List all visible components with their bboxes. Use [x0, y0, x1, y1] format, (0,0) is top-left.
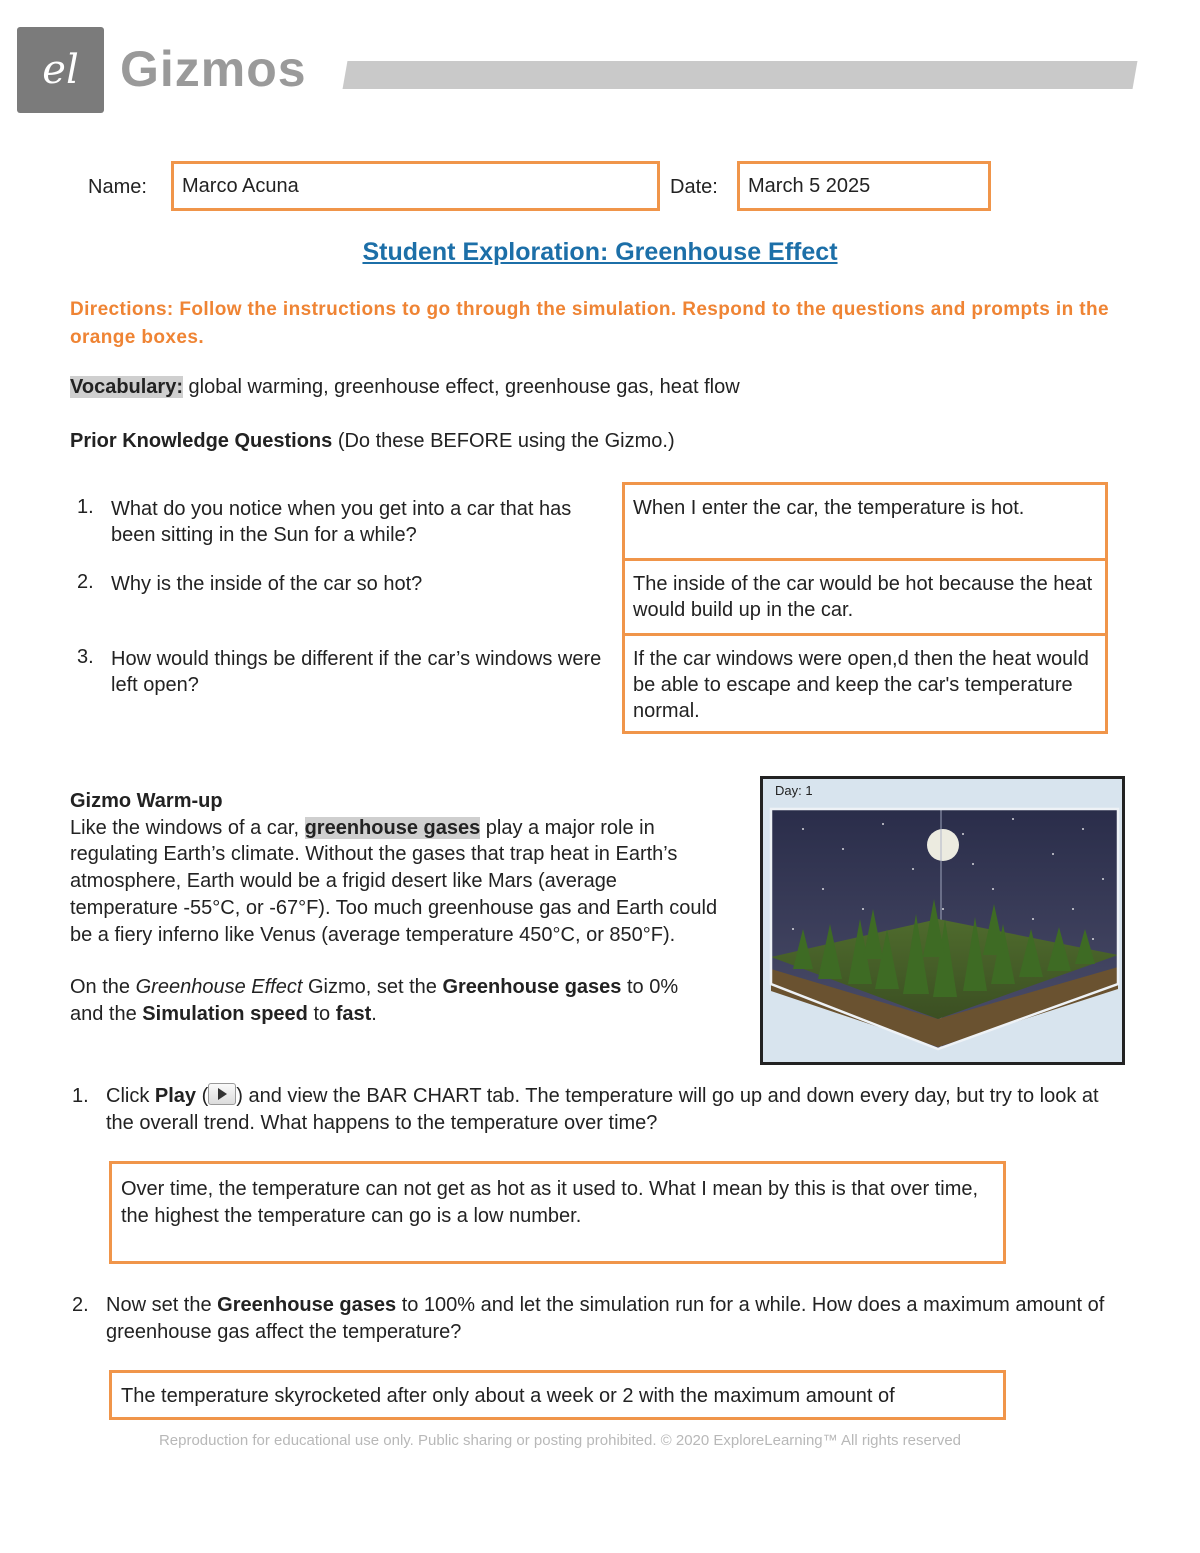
prior-answers-table	[622, 482, 1108, 734]
step-2-answer-box[interactable]: The temperature skyrocketed after only about a week or 2 with the maximum amount of	[109, 1370, 1006, 1420]
answer-box-2[interactable]: The inside of the car would be hot because the heat would build up in the car.	[633, 573, 1093, 621]
prior-knowledge-heading: Prior Knowledge Questions (Do these BEFORE using the Gizmo.)	[70, 430, 675, 452]
question-number: 3.	[77, 646, 94, 668]
name-label: Name:	[88, 176, 147, 198]
date-label: Date:	[670, 176, 718, 198]
vocabulary-terms: global warming, greenhouse effect, greenhouse gas, heat flow	[183, 376, 740, 398]
play-icon	[208, 1083, 236, 1105]
question-text: How would things be different if the car’s windows were left open?	[111, 648, 602, 696]
date-field[interactable]: March 5 2025	[737, 161, 991, 211]
highlight-greenhouse-gases: greenhouse gases	[304, 816, 481, 839]
gizmo-warmup	[70, 788, 720, 1028]
greenhouse-box-illustration	[763, 779, 1122, 1062]
answer-box-3[interactable]: If the car windows were open,d then the heat would be able to escape and keep the car's temperature normal.	[633, 648, 1089, 722]
question-text: Why is the inside of the car so hot?	[111, 573, 423, 595]
gizmos-brand: Gizmos	[120, 41, 307, 97]
vocabulary-label: Vocabulary:	[70, 376, 183, 398]
simulation-image	[760, 776, 1125, 1065]
footer-copyright: Reproduction for educational use only. Public sharing or posting prohibited. © 2020 ExploreLearning™ All rights reserved	[158, 1432, 962, 1449]
header-bar	[343, 61, 1138, 89]
question-number: 1.	[77, 496, 94, 518]
page-title: Student Exploration: Greenhouse Effect	[362, 238, 838, 266]
directions: Directions: Follow the instructions to go through the simulation. Respond to the questions and prompts in the orange boxes.	[70, 299, 1109, 348]
warmup-paragraph: Like the windows of a car, greenhouse gases play a major role in regulating Earth’s climate. Without the gases that trap heat in Earth’s atmosphere, Earth would be a frigid desert like Mars (average temperature -55°C, or -67°F). Too much greenhouse gas and Earth could be a fiery inferno like Venus (average temperature 450°C, or 850°F).	[70, 816, 718, 946]
answer-box-1[interactable]: When I enter the car, the temperature is hot.	[633, 497, 1025, 519]
vocabulary	[70, 376, 740, 399]
question-text: What do you notice when you get into a car that has been sitting in the Sun for a while?	[111, 498, 572, 546]
warmup-heading: Gizmo Warm-up	[70, 790, 223, 812]
day-label: Day: 1	[775, 783, 813, 798]
explorelearning-logo: el	[17, 27, 104, 113]
step-1-answer-box[interactable]: Over time, the temperature can not get as hot as it used to. What I mean by this is that over time, the highest the temperature can go is a low number.	[109, 1161, 1006, 1264]
step-2-prompt: Now set the Greenhouse gases to 100% and let the simulation run for a while. How does a maximum amount of greenhouse gas affect the temperature?	[106, 1294, 1105, 1343]
step-number: 1.	[72, 1085, 89, 1107]
name-field[interactable]: Marco Acuna	[171, 161, 660, 211]
step-1-prompt: Click Play ( ) and view the BAR CHART tab. The temperature will go up and down every day, but try to look at the overall trend. What happens to the temperature over time?	[106, 1085, 1099, 1134]
step-number: 2.	[72, 1294, 89, 1316]
question-number: 2.	[77, 571, 94, 593]
warmup-instructions: On the Greenhouse Effect Gizmo, set the Greenhouse gases to 0% and the Simulation speed to fast.	[70, 976, 679, 1025]
